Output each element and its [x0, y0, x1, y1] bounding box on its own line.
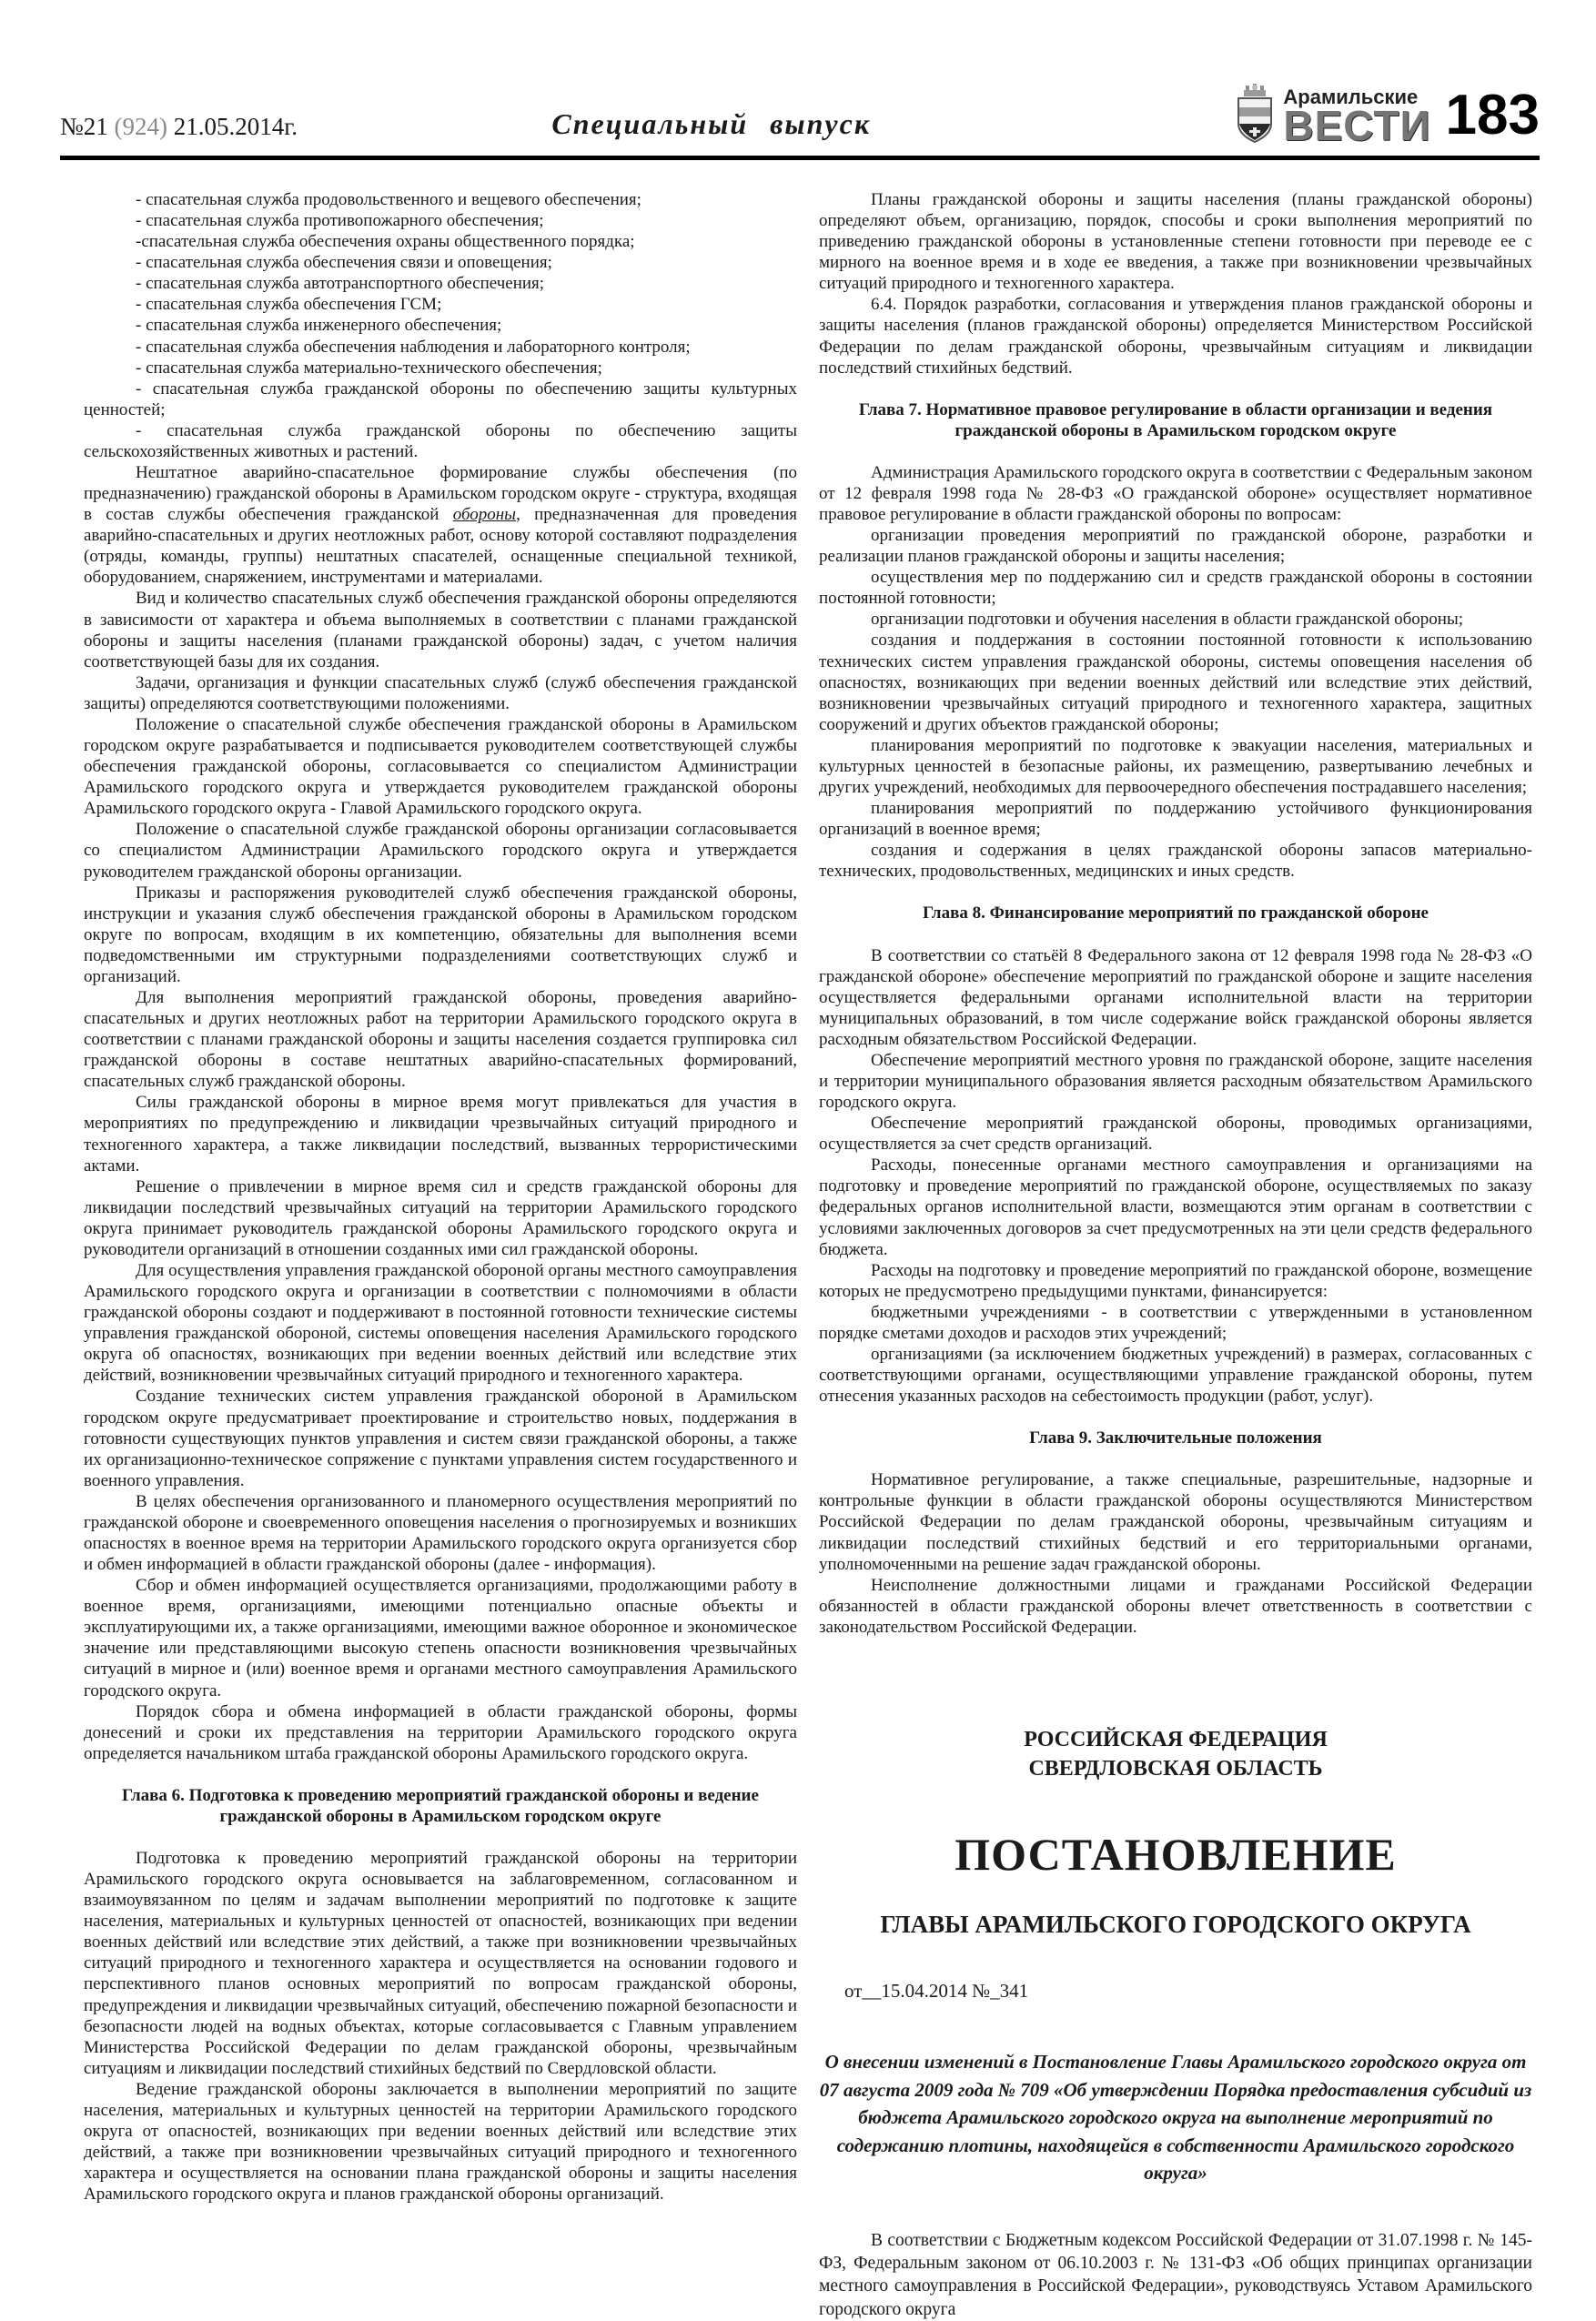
- paragraph: организации подготовки и обучения населения в области гражданской обороны;: [871, 610, 1464, 630]
- decree-region: СВЕРДЛОВСКАЯ ОБЛАСТЬ: [1028, 1757, 1323, 1781]
- list-item: - спасательная служба обеспечения связи и оповещения;: [136, 253, 552, 273]
- list-item: -спасательная служба обеспечения охраны общественного порядка;: [136, 232, 635, 252]
- special-issue-title: Специальный выпуск: [551, 107, 872, 140]
- paragraph: Силы гражданской обороны в мирное время могут привлекаться для участия в мероприятиях по предупреждению и ликвидации чрезвычайных ситуаций природного и техногенного характера, а также ликвидации последствий, вызванных террористическими актами.: [84, 1093, 797, 1176]
- paragraph: Для осуществления управления гражданской обороной органы местного самоуправления Арамильского городского округа и организации в соответствии с полномочиями в области гражданской обороны создают и поддерживают в постоянной готовности технические системы управления гражданской обороной, системы оповещения населения Арамильского городского округа об опасностях, возникающих при ведении военных действий или вследствие этих действий, возникновении чрезвычайных ситуаций природного и техногенного характера.: [84, 1260, 797, 1386]
- paragraph: планирования мероприятий по поддержанию устойчивого функционирования организаций в военное время;: [819, 799, 1532, 840]
- decree-body-paragraph: В соответствии с Бюджетным кодексом Российской Федерации от 31.07.1998 г. № 145-ФЗ, Федеральным законом от 06.10.2003 г. № 131-ФЗ «Об общих принципах организации местного самоуправления в Российской Федерации», руководствуясь Уставом Арамильского городского округа: [819, 2230, 1532, 2319]
- logo-bottom-text: ВЕСТИ: [1283, 101, 1431, 149]
- issue-number: №21: [60, 113, 115, 140]
- paragraph: Приказы и распоряжения руководителей служб обеспечения гражданской обороны, инструкции и указания служб обеспечения гражданской обороны в Арамильском городском округе по вопросам, входящим в их компетенцию, обязательны для выполнения всеми подведомственными им структурными подразделениями соответствующих служб и организаций.: [84, 883, 797, 986]
- paragraph: Сбор и обмен информацией осуществляется организациями, продолжающими работу в военное время, организациями, имеющими потенциально опасные объекты и эксплуатирующими их, а также организациями, имеющими важное оборонное и экономическое значение или представляющими высокую степень опасности возникновения чрезвычайных ситуаций в мирное и (или) военное время и органами местного самоуправления Арамильского городского округа.: [84, 1576, 797, 1700]
- paragraph: Администрация Арамильского городского округа в соответствии с Федеральным законом от 12 февраля 1998 года № 28-ФЗ «О гражданской обороне» осуществляет нормативное правовое регулирование в области гражданской обороны по вопросам:: [819, 462, 1532, 525]
- paragraph: Расходы на подготовку и проведение мероприятий по гражданской обороне, возмещение которых не предусмотрено предыдущими пунктами, финансируется:: [819, 1260, 1532, 1301]
- paragraph-text: Нештатное аварийно-спасательное формирование службы обеспечения (по предназначению) гражданской обороны в Арамильском городском округе - структура, входящая в состав службы обеспечения гражданской: [84, 463, 797, 525]
- paragraph: осуществления мер по поддержанию сил и средств гражданской обороны в состоянии постоянной готовности;: [819, 568, 1532, 609]
- article-columns: [84, 189, 1532, 2321]
- decree-country: РОССИЙСКАЯ ФЕДЕРАЦИЯ: [1024, 1727, 1328, 1751]
- logo-top-text: Арамильские: [1283, 85, 1419, 108]
- paragraph: Задачи, организация и функции спасательных служб (служб обеспечения гражданской защиты) определяются соответствующими положениями.: [84, 672, 797, 713]
- list-item: - спасательная служба гражданской обороны по обеспечению защиты культурных ценностей;: [84, 378, 797, 419]
- newspaper-brand: [1234, 84, 1540, 148]
- decree-document-type: ПОСТАНОВЛЕНИЕ: [955, 1828, 1397, 1880]
- list-item: - спасательная служба материально-технического обеспечения;: [136, 358, 602, 378]
- paragraph-text: , предназначенная для проведения аварийно-спасательных и других неотложных работ, основу которой составляют подразделения (отряды, команды, группы) нештатных спасателей, оснащенные специальной техникой, оборудованием, снаряжением, инструментами и материалами.: [84, 505, 797, 588]
- paragraph: 6.4. Порядок разработки, согласования и утверждения планов гражданской обороны и защиты населения (планов гражданской обороны) определяется Министерством Российской Федерации по делам гражданской обороны, чрезвычайным ситуациям и ликвидации последствий стихийных бедствий.: [819, 295, 1532, 378]
- paragraph: организациями (за исключением бюджетных учреждений) в размерах, согласованных с соответствующими органами, осуществляющими управление гражданской обороны, путем отнесения указанных расходов на себестоимость продукции (работ, услуг).: [819, 1344, 1532, 1407]
- decree-authority: ГЛАВЫ АРАМИЛЬСКОГО ГОРОДСКОГО ОКРУГА: [880, 1910, 1471, 1938]
- issue-date: 21.05.2014г.: [167, 113, 298, 140]
- list-item: - спасательная служба продовольственного и вещевого обеспечения;: [136, 190, 641, 209]
- paragraph: Положение о спасательной службе гражданской обороны организации согласовывается со специалистом Администрации Арамильского городского округа и утверждается руководителем гражданской обороны организации.: [84, 820, 797, 882]
- decree-subject: О внесении изменений в Постановление Главы Арамильского городского округа от 07 августа 2009 года № 709 «Об утверждении Порядка предоставления субсидий из бюджета Арамильского городского округа на выполнение мероприятий по содержанию плотины, находящейся в собственности Арамильского городского округа»: [819, 2051, 1532, 2185]
- paragraph: Порядок сбора и обмена информацией в области гражданской обороны, формы донесений и сроки их представления на территории Арамильского городского округа определяется начальником штаба гражданской обороны Арамильского городского округа.: [84, 1701, 797, 1763]
- chapter-heading-9: Глава 9. Заключительные положения: [1029, 1428, 1322, 1448]
- right-column: [819, 189, 1532, 2321]
- paragraph: Для выполнения мероприятий гражданской обороны, проведения аварийно-спасательных и других неотложных работ на территории Арамильского городского округа в соответствии с планами гражданской обороны и защиты населения создается группировка сил гражданской обороны в составе нештатных аварийно-спасательных формирований, спасательных служб гражданской обороны.: [84, 987, 797, 1092]
- list-item: - спасательная служба противопожарного обеспечения;: [136, 211, 544, 231]
- issue-info: [60, 113, 298, 148]
- chapter-heading-8: Глава 8. Финансирование мероприятий по гражданской обороне: [922, 903, 1429, 923]
- decree-date-number: от__15.04.2014 №_341: [844, 1980, 1029, 2003]
- paragraph: Обеспечение мероприятий гражданской обороны, проводимых организациями, осуществляется за счет средств организаций.: [819, 1114, 1532, 1155]
- paragraph: Нормативное регулирование, а также специальные, разрешительные, надзорные и контрольные функции в области гражданской обороны осуществляются Министерством Российской Федерации по делам гражданской обороны, чрезвычайным ситуациям и ликвидации последствий стихийных бедствий и его территориальными органами, уполномоченными на решение задач гражданской обороны.: [819, 1470, 1532, 1574]
- chapter-heading-6: Глава 6. Подготовка к проведению мероприятий гражданской обороны и ведение гражданской обороны в Арамильском городском округе: [122, 1785, 759, 1826]
- paragraph: организации проведения мероприятий по гражданской обороне, разработки и реализации планов гражданской обороны и защиты населения;: [819, 526, 1532, 567]
- list-item: - спасательная служба обеспечения ГСМ;: [136, 295, 442, 315]
- paragraph: Расходы, понесенные органами местного самоуправления и организациями на подготовку и проведение мероприятий по гражданской обороне, осуществляемых по заказу федеральных органов исполнительной власти, возмещаются этим органам в соответствии с условиями заключенных договоров за счет предусмотренных на эти цели средств федерального бюджета.: [819, 1155, 1532, 1259]
- coat-of-arms-icon: [1234, 84, 1276, 148]
- paragraph: В соответствии со статьёй 8 Федерального закона от 12 февраля 1998 года № 28-ФЗ «О гражданской обороне» обеспечение мероприятий по гражданской обороне и защите населения осуществляется федеральными органами исполнительной власти на территории муниципальных образований, в том числе содержание войск гражданской обороны является расходным обязательством Российской Федерации.: [819, 945, 1532, 1049]
- underlined-term: обороны: [452, 505, 517, 525]
- newspaper-logo: [1283, 85, 1431, 149]
- chapter-heading-7: Глава 7. Нормативное правовое регулирование в области организации и ведения гражданской обороны в Арамильском городском округе: [858, 399, 1493, 440]
- list-item: - спасательная служба автотранспортного обеспечения;: [136, 274, 545, 294]
- paragraph: В целях обеспечения организованного и планомерного осуществления мероприятий по гражданской обороне и своевременного оповещения населения о прогнозируемых и возникших опасностях в военное время на территории Арамильского городского округа организуется сбор и обмен информацией в области гражданской обороны (далее - информация).: [84, 1491, 797, 1575]
- paragraph: Обеспечение мероприятий местного уровня по гражданской обороне, защите населения и территории муниципального образования является расходным обязательством Арамильского городского округа.: [819, 1050, 1532, 1113]
- paragraph: Решение о привлечении в мирное время сил и средств гражданской обороны для ликвидации последствий чрезвычайных ситуаций на территории Арамильского городского округа принимает руководитель гражданской обороны Арамильского городского округа и руководители организаций в отношении созданных ими сил гражданской обороны.: [84, 1176, 797, 1259]
- paragraph: планирования мероприятий по подготовке к эвакуации населения, материальных и культурных ценностей в безопасные районы, их размещению, развертыванию лечебных и других учреждений, необходимых для первоочередного обеспечения пострадавшего населения;: [819, 735, 1532, 798]
- decree-section: [819, 1725, 1532, 2321]
- paragraph: создания и поддержания в состоянии постоянной готовности к использованию технических систем управления гражданской обороны, системы оповещения населения об опасностях, возникающих при ведении военных действий или вследствие этих действий, возникновении чрезвычайных ситуаций природного и техногенного характера, защитных сооружений и других объектов гражданской обороны;: [819, 631, 1532, 734]
- page-header: [60, 84, 1540, 160]
- paragraph: Положение о спасательной службе обеспечения гражданской обороны в Арамильском городском округе разрабатывается и подписывается руководителем соответствующей службы обеспечения гражданской обороны, согласовывается со специалистом Администрации Арамильского городского округа и утверждается руководителем гражданской обороны Арамильского городского округа - Главой Арамильского городского округа.: [84, 714, 797, 819]
- paragraph: Неисполнение должностными лицами и гражданами Российской Федерации обязанностей в области гражданской обороны влечет ответственность в соответствии с законодательством Российской Федерации.: [819, 1575, 1532, 1637]
- left-column: [84, 189, 797, 2321]
- paragraph: Вид и количество спасательных служб обеспечения гражданской обороны определяются в зависимости от характера и объема выполняемых в соответствии с планами гражданской обороны и защиты населения (планами гражданской обороны) задач, с учетом наличия соответствующей базы для их создания.: [84, 589, 797, 671]
- paragraph: Планы гражданской обороны и защиты населения (планы гражданской обороны) определяют объем, организацию, порядок, способы и сроки выполнения мероприятий по приведению гражданской обороны в установленные степени готовности при переводе ее с мирного на военное время и в ходе ее введения, а также при возникновении чрезвычайных ситуаций природного и техногенного характера.: [819, 190, 1532, 294]
- list-item: - спасательная служба инженерного обеспечения;: [136, 316, 502, 336]
- paragraph: Создание технических систем управления гражданской обороной в Арамильском городском округе предусматривает проектирование и строительство новых, поддержания в готовности существующих пунктов управления и систем связи гражданской обороны, а также их организационно-техническое сопряжение с пунктами управления систем государственного и военного управления.: [84, 1387, 797, 1490]
- paragraph: создания и содержания в целях гражданской обороны запасов материально- технических, продовольственных, медицинских и иных средств.: [819, 841, 1532, 882]
- list-item: - спасательная служба гражданской обороны по обеспечению защиты сельскохозяйственных животных и растений.: [84, 420, 797, 461]
- list-item: - спасательная служба обеспечения наблюдения и лабораторного контроля;: [136, 337, 691, 357]
- issue-edition: (924): [114, 113, 167, 140]
- paragraph: Ведение гражданской обороны заключается в выполнении мероприятий по защите населения, материальных и культурных ценностей на территории Арамильского городского округа от опасностей, возникающих при ведении военных действий или вследствие этих действий, а также при возникновении чрезвычайных ситуаций природного и техногенного характера и осуществляется на основании плана гражданской обороны и защиты населения Арамильского городского округа и планов гражданской обороны организаций.: [84, 2079, 797, 2205]
- paragraph: Подготовка к проведению мероприятий гражданской обороны на территории Арамильского городского округа основывается на заблаговременном, согласованном и взаимоувязанном по целям и задачам выполнении мероприятий по подготовке к защите населения, материальных и культурных ценностей от опасностей, возникающих при ведении военных действий или вследствие этих действий, а также при возникновении чрезвычайных ситуаций природного и техногенного характера и осуществляется на основании годового и перспективного планов основных мероприятий по вопросам гражданской обороны, предупреждения и ликвидации чрезвычайных ситуаций, обеспечению пожарной безопасности и безопасности людей на водных объектах, которые согласовывается с Главным управлением Министерства Российской Федерации по делам гражданской обороны, чрезвычайным ситуациям и ликвидации последствий стихийных бедствий по Свердловской области.: [84, 1849, 797, 2078]
- paragraph: [84, 462, 797, 588]
- page-number: 183: [1445, 84, 1540, 147]
- paragraph: бюджетными учреждениями - в соответствии с утвержденными в установленном порядке сметами доходов и расходов этих учреждений;: [819, 1302, 1532, 1343]
